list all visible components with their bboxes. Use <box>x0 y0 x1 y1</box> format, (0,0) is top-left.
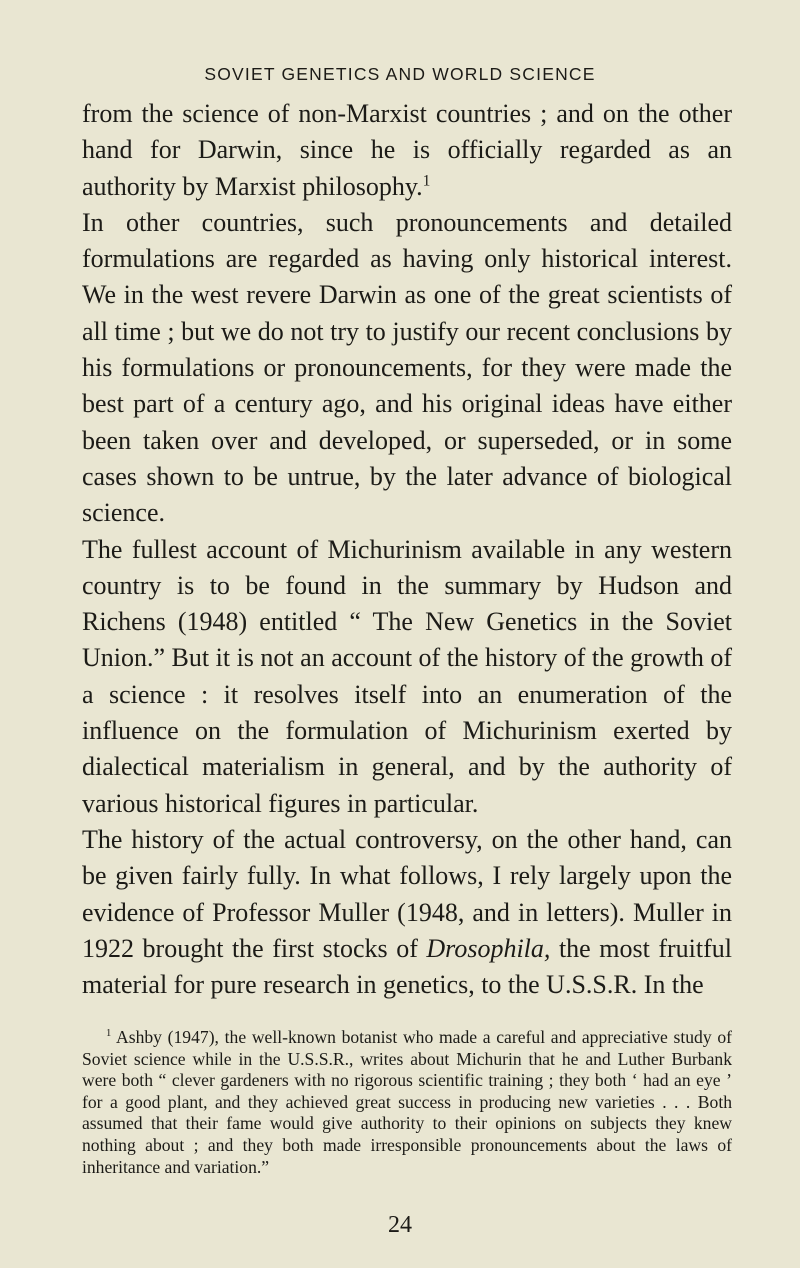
page-number: 24 <box>388 1212 412 1238</box>
species-name: Drosophila, <box>426 933 551 963</box>
footnote-body <box>82 1027 732 1178</box>
paragraph-1 <box>82 96 732 205</box>
paragraph-4 <box>82 822 732 1003</box>
paragraph-1-text: from the science of non-Marxist countries ; and on the other hand for Darwin, since he is officially regarded as an authority by Marxist philosophy. <box>82 99 732 201</box>
footnote <box>82 1027 732 1178</box>
paragraph-4-text-a: The history of the actual controversy, on the other hand, can be given fairly fully. In what follows, I rely largely upon the evidence of Professor Muller (1948, and in letters). Muller in 1922 brought the first stocks of <box>82 824 732 963</box>
paragraph-4-text-b: the most fruitful material for pure research in genetics, to the U.S.S.R. In the <box>82 933 732 1000</box>
paragraph-3: The fullest account of Michurinism available in any western country is to be found in the summary by Hudson and Richens (1948) entitled “ The New Genetics in the Soviet Union.” But it is not an account of the history of the growth of a science : it resolves itself into an enumeration of the influence on the formulation of Michurinism exerted by dialectical materialism in general, and by the authority of various historical figures in particular. <box>82 534 732 818</box>
body-text <box>82 96 732 1003</box>
paragraph-2: In other countries, such pronouncements and detailed formulations are regarded as having only historical interest. We in the west revere Darwin as one of the great scientists of all time ; but we do not try to justify our recent conclusions by his formulations or pronouncements, for they were made the best part of a century ago, and his original ideas have either been taken over and developed, or superseded, or in some cases shown to be untrue, by the later advance of biological science. <box>82 207 732 528</box>
footnote-text: Ashby (1947), the well-known botanist who made a careful and appreciative study of Soviet science while in the U.S.S.R., writes about Michurin that he and Luther Burbank were both “ clever gardeners with no rigorous scientific training ; they both ‘ had an eye ’ for a good plant, and they achieved great success in producing new varieties . . . Both assumed that their fame would give authority to their opinions on subjects they knew nothing about ; and they both made irresponsible pronouncements about the laws of inheritance and variation.” <box>82 1027 732 1177</box>
footnote-reference: 1 <box>422 171 431 189</box>
running-header: SOVIET GENETICS AND WORLD SCIENCE <box>204 64 596 84</box>
footnote-marker: 1 <box>106 1028 112 1040</box>
